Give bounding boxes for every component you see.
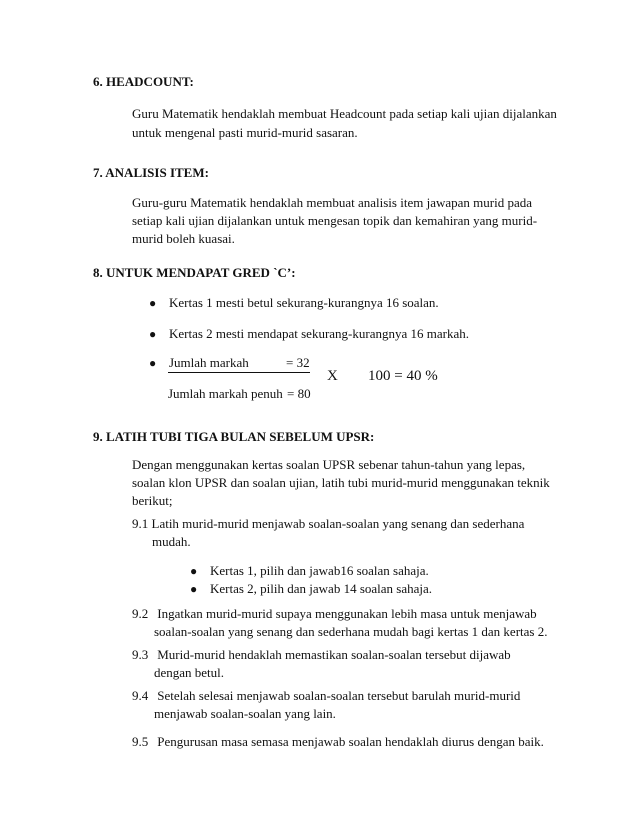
section-6-line-1: Guru Matematik hendaklah membuat Headcount pada setiap kali ujian dijalankan <box>132 106 557 121</box>
bullet-icon: ● <box>149 327 157 341</box>
formula-times-symbol: X <box>327 368 338 384</box>
item-number: 9.4 <box>132 688 149 703</box>
sub-bullet-1 <box>190 561 429 581</box>
bullet-text: Kertas 2, pilih dan jawab 14 soalan sahaja. <box>210 581 433 596</box>
sub-bullet-2 <box>190 579 432 599</box>
item-number: 9.3 <box>132 647 149 662</box>
item-9-1-line-2: mudah. <box>152 534 191 549</box>
bullet-icon: ● <box>190 564 198 578</box>
formula-denominator-label: Jumlah markah penuh <box>168 386 283 401</box>
item-text: Setelah selesai menjawab soalan-soalan tersebut barulah murid-murid <box>157 688 521 703</box>
item-text: Murid-murid hendaklah memastikan soalan-soalan tersebut dijawab <box>157 647 511 662</box>
bullet-icon: ● <box>190 582 198 596</box>
section-9-intro-line-1: Dengan menggunakan kertas soalan UPSR sebenar tahun-tahun yang lepas, <box>132 457 526 472</box>
formula-result: 100 = 40 % <box>368 368 438 384</box>
section-6-line-2: untuk mengenal pasti murid-murid sasaran. <box>132 125 358 140</box>
item-text: Pengurusan masa semasa menjawab soalan hendaklah diurus dengan baik. <box>157 734 544 749</box>
item-9-1-line-1: 9.1 Latih murid-murid menjawab soalan-soalan yang senang dan sederhana <box>132 516 525 531</box>
item-9-3-line-1 <box>132 645 511 664</box>
bullet-text: Kertas 2 mesti mendapat sekurang-kurangnya 16 markah. <box>169 326 469 341</box>
formula-denominator-value: = 80 <box>287 386 311 401</box>
section-7-line-2: setiap kali ujian dijalankan untuk mengesan topik dan kemahiran yang murid- <box>132 213 538 228</box>
section-7-line-3: murid boleh kuasai. <box>132 231 235 246</box>
bullet-text: Kertas 1, pilih dan jawab16 soalan sahaja. <box>210 563 429 578</box>
bullet-icon: ● <box>149 296 157 310</box>
item-number: 9.5 <box>132 734 149 749</box>
item-text: Ingatkan murid-murid supaya menggunakan lebih masa untuk menjawab <box>157 606 537 621</box>
item-9-2-line-2: soalan-soalan yang senang dan sederhana mudah bagi kertas 1 dan kertas 2. <box>154 624 548 639</box>
bullet-text: Kertas 1 mesti betul sekurang-kurangnya 16 soalan. <box>169 295 439 310</box>
section-9-intro-line-2: soalan klon UPSR dan soalan ujian, latih tubi murid-murid menggunakan teknik <box>132 475 550 490</box>
section-7-heading: 7. ANALISIS ITEM: <box>93 165 209 180</box>
item-9-5-line-1 <box>132 732 544 751</box>
section-6-heading: 6. HEADCOUNT: <box>93 74 194 89</box>
section-9-heading: 9. LATIH TUBI TIGA BULAN SEBELUM UPSR: <box>93 429 375 444</box>
section-8-bullet-3 <box>149 353 249 373</box>
section-7-line-1: Guru-guru Matematik hendaklah membuat analisis item jawapan murid pada <box>132 195 532 210</box>
formula-numerator-label: Jumlah markah <box>169 355 249 370</box>
item-9-2-line-1 <box>132 604 537 623</box>
item-9-3-line-2: dengan betul. <box>154 665 225 680</box>
formula-numerator-value: = 32 <box>286 355 310 370</box>
section-8-heading: 8. UNTUK MENDAPAT GRED `C’: <box>93 265 296 280</box>
item-9-4-line-1 <box>132 686 520 705</box>
item-number: 9.2 <box>132 606 149 621</box>
section-8-bullet-2 <box>149 324 469 344</box>
formula-fraction-bar <box>168 372 310 373</box>
section-9-intro-line-3: berikut; <box>132 493 173 508</box>
item-9-4-line-2: menjawab soalan-soalan yang lain. <box>154 706 336 721</box>
section-8-bullet-1 <box>149 293 439 313</box>
bullet-icon: ● <box>149 356 157 370</box>
